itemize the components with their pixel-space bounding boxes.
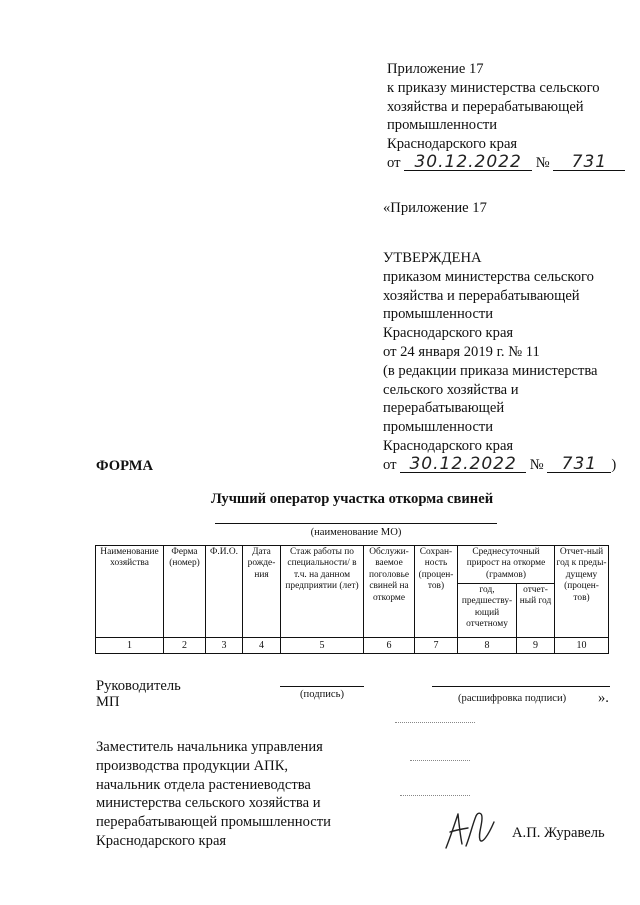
col-number-cell: 8 [458,638,517,654]
approved-date: 30.12.2022 [400,456,526,473]
approved-date-line [383,453,617,475]
mo-caption: (наименование МО) [310,527,402,538]
approved-title: УТВЕРЖДЕНА [383,250,482,266]
deputy-line-4: министерства сельского хозяйства и [96,795,321,812]
col-ratio-header: Отчет-ный год к преды-дущему (процен-тов) [555,546,609,638]
decode-line [432,686,610,687]
col-number-cell: 1 [96,638,164,654]
header-number: 731 [553,154,625,171]
col-number-cell: 6 [364,638,415,654]
appendix-label: «Приложение 17 [383,200,487,216]
approved-line-3: промышленности [383,306,494,323]
deputy-line-5: перерабатывающей промышленности [96,814,331,831]
mp-label: МП [96,694,120,710]
deputy-line-6: Краснодарского края [96,832,227,849]
header-line-1: Приложение 17 [387,61,484,77]
col-number-cell: 10 [555,638,609,654]
col-number-cell: 2 [164,638,206,654]
form-label: ФОРМА [96,458,154,474]
deputy-line-2: производства продукции АПК, [96,757,289,774]
signature-line [280,686,364,687]
approved-line-1: приказом министерства сельского [383,268,594,285]
col-prev-year-header: год, предшеству-ющий отчетному [458,584,517,638]
deputy-block [96,738,331,851]
col-farm-name-header: Наименование хозяйства [96,546,164,638]
stamp-trace [400,795,470,796]
approved-block [383,249,616,475]
head-label: Руководитель [96,678,181,694]
stamp-trace [410,760,470,761]
header-line-2: к приказу министерства сельского [387,79,600,96]
deputy-line-1: Заместитель начальника управления [96,739,323,755]
header-line-4: промышленности [387,117,498,134]
header-line-5: Краснодарского края [387,136,518,153]
col-farm-number-header: Ферма (номер) [164,546,206,638]
col-report-year-header: отчет-ный год [517,584,555,638]
col-experience-header: Стаж работы по специальности/ в т.ч. на данном предприятии (лет) [281,546,364,638]
approved-line-8: перерабатывающей [383,400,505,417]
approved-close-paren: ) [611,456,617,473]
header-date: 30.12.2022 [404,154,532,171]
approved-number: 731 [547,456,611,473]
form-table [95,545,609,654]
form-title: Лучший оператор участка откорма свиней [210,491,494,507]
header-line-3: хозяйства и перерабатывающей [387,98,584,115]
col-birthdate-header: Дата рожде-ния [243,546,281,638]
approved-from-label: от [383,456,397,473]
col-number-cell: 5 [281,638,364,654]
col-number-cell: 4 [243,638,281,654]
deputy-line-3: начальник отдела растениеводства [96,776,311,793]
approved-line-10: Краснодарского края [383,437,514,454]
col-number-cell: 7 [415,638,458,654]
stamp-trace [395,722,475,723]
signature-caption: (подпись) [300,689,344,700]
approved-line-6: (в редакции приказа министерства [383,362,598,379]
col-livestock-header: Обслужи-ваемое поголовье свиней на откорме [364,546,415,638]
approved-line-9: промышленности [383,419,494,436]
decode-caption: (расшифровка подписи) [458,693,567,704]
end-quote: ». [598,690,609,706]
col-fio-header: Ф.И.О. [206,546,243,638]
col-daily-gain-header: Среднесуточный прирост на откорме (граммов) [458,546,555,584]
deputy-name: А.П. Журавель [512,825,605,841]
col-number-cell: 9 [517,638,555,654]
col-number-cell: 3 [206,638,243,654]
col-survival-header: Сохран-ность (процен-тов) [415,546,458,638]
approved-line-2: хозяйства и перерабатывающей [383,287,580,304]
approved-line-7: сельского хозяйства и [383,381,519,398]
header-from-label: от [387,154,401,171]
handwritten-signature-icon [442,808,500,852]
approved-line-4: Краснодарского края [383,325,514,342]
header-number-label: № [535,154,550,171]
header-date-line [387,151,625,173]
header-block [387,60,625,173]
approved-line-5: от 24 января 2019 г. № 11 [383,343,540,360]
approved-number-label: № [529,456,544,473]
mo-underline [215,523,497,524]
